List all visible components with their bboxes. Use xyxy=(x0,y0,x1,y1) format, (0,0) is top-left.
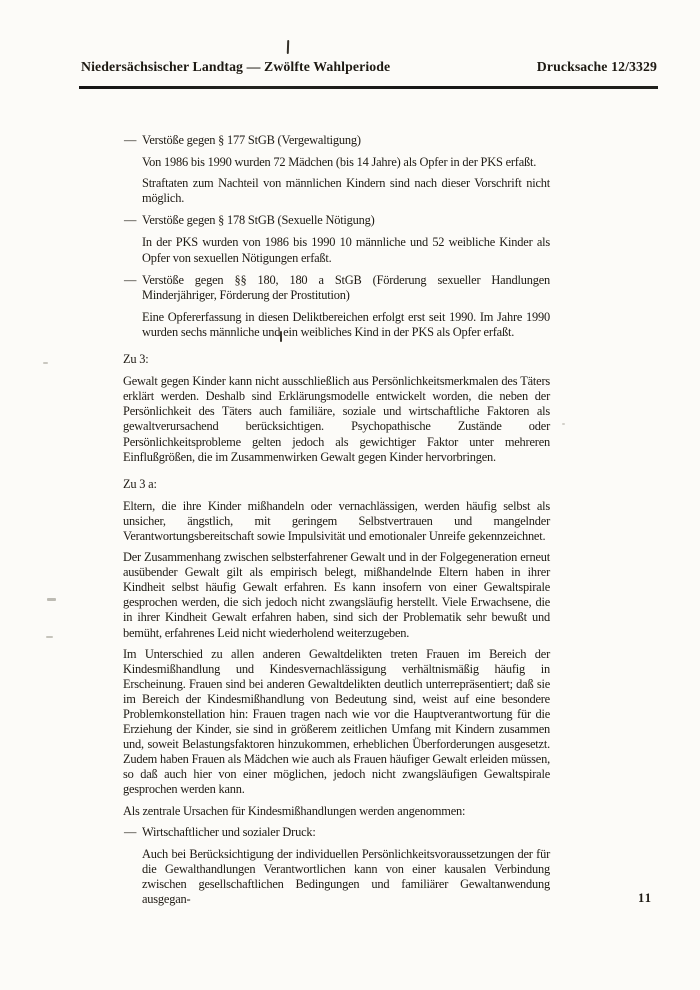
offense-heading xyxy=(123,273,550,303)
scan-artifact-tick-top xyxy=(287,40,289,54)
bullet-dash: — xyxy=(124,272,137,287)
offense-paragraph: Von 1986 bis 1990 wurden 72 Mädchen (bis 14 Jahre) als Opfer in der PKS erfaßt. xyxy=(142,155,537,170)
section-paragraph: Im Unterschied zu allen anderen Gewaltdelikten treten Frauen im Bereich der Kindesmißhandlung und Kindesvernachlässigung verhältnismäßig häufig in Erscheinung. Frauen sind bei anderen Gewaltdelikten deutlich unterrepräsentiert; daß sie im Bereich der Kindesmißhandlung von Bedeutung sind, weist auf eine besondere Problemkonstellation hin: Frauen tragen nach wie vor die Hauptverantwortung für die Erziehung der Kinder, sie sind in größerem zeitlichen Umfang mit Kindern zusammen und, soweit Belastungsfaktoren hinzukommen, erheblichen Überforderungen ausgesetzt. Zudem haben Frauen als Mädchen wie auch als Frauen häufiger Gewalt erleiden müssen, so daß auch hier von einer möglichen, jedoch nicht zwangsläufigen Gewaltspirale gesprochen werden kann. xyxy=(123,646,550,797)
scan-artifact-speck xyxy=(43,362,48,364)
offense-heading-text: Verstöße gegen § 178 StGB (Sexuelle Nötigung) xyxy=(142,213,375,228)
cause-item-economic-pressure xyxy=(123,825,550,907)
offense-item-178 xyxy=(123,213,550,265)
document-header xyxy=(81,59,657,75)
bullet-dash: — xyxy=(124,133,137,147)
scan-artifact-speck xyxy=(46,636,53,638)
header-drucksache-number: Drucksache 12/3329 xyxy=(536,59,657,74)
offense-item-180 xyxy=(123,273,550,340)
section-paragraph: Der Zusammenhang zwischen selbsterfahrener Gewalt und in der Folgegeneration erneut ausübender Gewalt gilt als empirisch belegt, mißhandelnde Eltern haben in ihrer Kindheit selbst häufig Gewalt erfahren. Es kann insofern von einer Gewaltspirale gesprochen werden, die sich jedoch nicht zwangsläufig herstellt. Viele Erwachsene, die in ihrer Kindheit Gewalt erfahren haben, sind sich der Problematik sehr bewußt und bemüht, erfahrenes Leid nicht wiederholend weiterzugeben. xyxy=(123,550,550,640)
scan-artifact-speck xyxy=(47,598,56,601)
header-parliament-title: Niedersächsischer Landtag — Zwölfte Wahlperiode xyxy=(81,59,391,74)
section-paragraph: Eltern, die ihre Kinder mißhandeln oder vernachlässigen, werden häufig selbst als unsicher, ängstlich, mit geringem Selbstvertrauen und mangelnder Verantwortungsbereitschaft sowie Impulsivität und emotionaler Unreife gekennzeichnet. xyxy=(123,498,550,543)
offense-heading-text: Verstöße gegen § 177 StGB (Vergewaltigung) xyxy=(142,133,361,147)
scan-artifact-speck xyxy=(562,423,565,425)
header-divider xyxy=(79,86,658,89)
cause-heading-text: Wirtschaftlicher und sozialer Druck: xyxy=(142,824,316,839)
section-paragraph: Als zentrale Ursachen für Kindesmißhandlungen werden angenommen: xyxy=(123,803,466,818)
offense-paragraph: In der PKS wurden von 1986 bis 1990 10 männliche und 52 weibliche Kinder als Opfer von sexuellen Nötigungen erfaßt. xyxy=(142,235,550,265)
offense-heading xyxy=(123,213,550,228)
section-zu-3 xyxy=(123,352,550,465)
cause-heading xyxy=(123,825,550,840)
offense-heading xyxy=(123,133,550,148)
offense-paragraph: Straftaten zum Nachteil von männlichen Kindern sind nach dieser Vorschrift nicht möglich. xyxy=(142,176,550,206)
offense-heading-text: Verstöße gegen §§ 180, 180 a StGB (Förderung sexueller Handlungen Minderjähriger, Förderung der Prostitution) xyxy=(142,272,550,302)
page-number: 11 xyxy=(638,891,653,905)
section-label: Zu 3: xyxy=(123,352,149,367)
bullet-dash: — xyxy=(124,824,137,839)
bullet-dash: — xyxy=(124,213,137,228)
document-body xyxy=(123,133,550,914)
offense-paragraph: Eine Opfererfassung in diesen Deliktbereichen erfolgt erst seit 1990. Im Jahre 1990 wurden sechs männliche und ein weibliches Kind in der PKS als Opfer erfaßt. xyxy=(142,309,550,339)
section-paragraph: Gewalt gegen Kinder kann nicht ausschließlich aus Persönlichkeitsmerkmalen des Täters erklärt werden. Deshalb sind Erklärungsmodelle entwickelt worden, die neben der Persönlichkeit des Täters auch familiäre, soziale und wirtschaftliche Faktoren als gewaltverursachend berücksichtigen. Psychopathische Zustände oder Persönlichkeitsprobleme gelten jedoch als gewichtiger Faktor unter mehreren Einflußgrößen, die im Zusammenwirken Gewalt gegen Kinder hervorbringen. xyxy=(123,374,550,464)
section-zu-3a xyxy=(123,477,550,907)
offense-item-177 xyxy=(123,133,550,206)
section-label: Zu 3 a: xyxy=(123,476,157,491)
cause-paragraph: Auch bei Berücksichtigung der individuellen Persönlichkeitsvoraussetzungen der für die Gewalthandlungen Verantwortlichen kann von einer kausalen Verbindung zwischen gesellschaftlichen Bedingungen und familiärer Gewaltanwendung ausgegan- xyxy=(142,846,550,907)
